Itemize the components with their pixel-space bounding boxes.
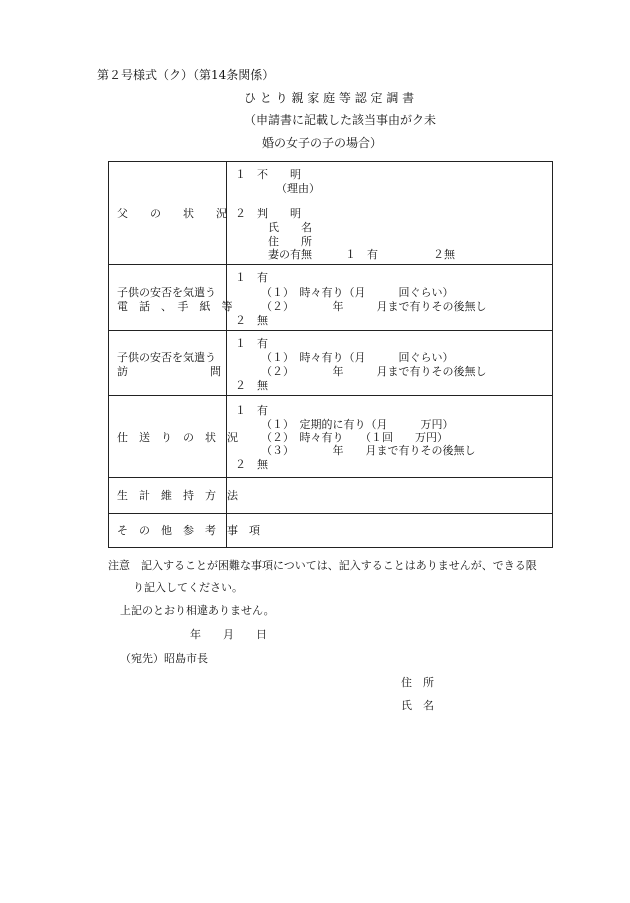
certification-table (108, 161, 553, 548)
livelihood-value-cell[interactable] (227, 478, 553, 514)
subtitle-line-2: 婚の女子の子の場合） (262, 136, 383, 150)
father-name-label: 氏 名 (268, 221, 312, 234)
certify-statement: 上記のとおり相違ありません。 (120, 604, 275, 617)
remittance-sometimes: （２） 時々有り （１回 万円） (261, 431, 448, 444)
remittance-regular: （１） 定期的に有り（月 万円） (261, 418, 454, 431)
phone-letter-label-2: 電 話 、 手 紙 等 (117, 300, 233, 313)
other-reference-value-cell[interactable] (227, 514, 553, 548)
father-known-option: ２ 判 明 (235, 207, 301, 220)
livelihood-label-cell (109, 478, 238, 514)
remittance-row (109, 396, 553, 478)
remittance-yes: １ 有 (235, 404, 268, 417)
father-unknown-reason: （理由） (276, 182, 320, 195)
page-title: ひ と り 親 家 庭 等 認 定 調 書 (244, 91, 415, 105)
father-spouse-status: 妻の有無 １ 有 ２無 (268, 248, 455, 261)
livelihood-row (109, 478, 553, 514)
note-line-2: り記入してください。 (133, 581, 243, 594)
visit-label-1: 子供の安否を気遣う (117, 351, 216, 364)
phone-letter-sometimes: （１） 時々有り（月 回ぐらい） (261, 286, 454, 299)
subtitle-line-1: （申請書に記載した該当事由がク未 (244, 113, 437, 127)
phone-letter-value-cell (227, 265, 553, 331)
visit-until: （２） 年 月まで有りその後無し (261, 365, 487, 378)
livelihood-label: 生 計 維 持 方 法 (117, 489, 238, 502)
applicant-name-label: 氏 名 (401, 699, 434, 712)
form-number: 第２号様式（ク）（第14条関係） (97, 68, 275, 82)
visit-label-2a: 訪 (117, 365, 128, 378)
visit-sometimes: （１） 時々有り（月 回ぐらい） (261, 351, 454, 364)
remittance-until: （３） 年 月まで有りその後無し (261, 444, 476, 457)
phone-letter-yes: １ 有 (235, 271, 268, 284)
remittance-label: 仕 送 り の 状 況 (117, 431, 238, 444)
applicant-address-label: 住 所 (401, 676, 434, 689)
visit-label-2b: 問 (210, 365, 221, 378)
remittance-no: ２ 無 (235, 458, 268, 471)
note-line-1: 注意 記入することが困難な事項については、記入することはありませんが、できる限 (108, 559, 537, 572)
phone-letter-until: （２） 年 月まで有りその後無し (261, 300, 487, 313)
remittance-label-cell (109, 396, 238, 478)
other-reference-row (109, 514, 553, 548)
father-status-row (109, 162, 553, 265)
phone-letter-row (109, 265, 553, 331)
visit-no: ２ 無 (235, 379, 268, 392)
phone-letter-label-1: 子供の安否を気遣う (117, 286, 216, 299)
father-status-label-cell (109, 162, 227, 265)
other-reference-label-cell (109, 514, 260, 548)
father-status-label: 父 の 状 況 (117, 207, 227, 220)
visit-yes: １ 有 (235, 337, 268, 350)
father-status-value-cell (227, 162, 553, 265)
visit-value-cell (227, 331, 553, 396)
phone-letter-label-cell (109, 265, 233, 331)
visit-label-cell (109, 331, 227, 396)
visit-row (109, 331, 553, 396)
addressee: （宛先）昭島市長 (120, 652, 208, 665)
father-address-label: 住 所 (268, 235, 312, 248)
father-unknown-option: １ 不 明 (235, 168, 301, 181)
date-line: 年 月 日 (190, 628, 267, 641)
other-reference-label: そ の 他 参 考 事 項 (117, 524, 260, 537)
remittance-value-cell (227, 396, 553, 478)
phone-letter-no: ２ 無 (235, 314, 268, 327)
